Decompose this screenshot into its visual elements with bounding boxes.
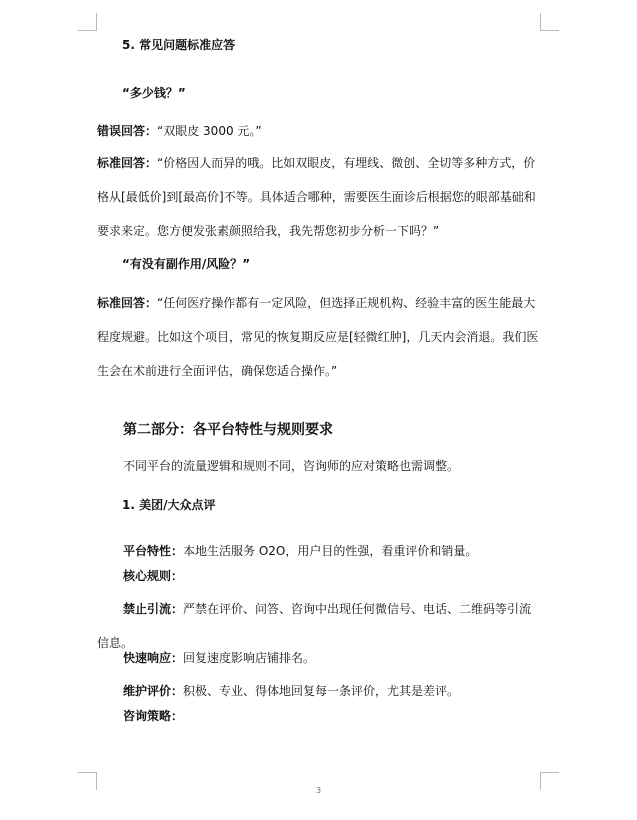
standard-answer-price	[97, 146, 542, 248]
crop-mark-top-left	[78, 13, 97, 31]
review-text: 积极、专业、得体地回复每一条评价，尤其是差评。	[183, 684, 460, 698]
platform-features-text: 本地生活服务 O2O，用户目的性强，看重评价和销量。	[183, 544, 478, 558]
review-label: 维护评价：	[123, 684, 184, 698]
no-redirect-text: 严禁在评价、问答、咨询中出现任何微信号、电话、二维码等引流信息。	[97, 602, 532, 650]
question-risk: “有没有副作用/风险？”	[122, 257, 251, 271]
question-price: “多少钱？”	[122, 86, 186, 100]
wrong-answer-text: “双眼皮 3000 元。”	[157, 124, 262, 138]
part-2-intro: 不同平台的流量逻辑和规则不同，咨询师的应对策略也需调整。	[123, 459, 460, 473]
platform-features-label: 平台特性：	[123, 544, 184, 558]
fast-response-text: 回复速度影响店铺排名。	[183, 651, 316, 665]
meituan-title: 1. 美团/大众点评	[122, 498, 216, 512]
platform-features	[123, 543, 568, 559]
part-2-title: 第二部分：各平台特性与规则要求	[123, 422, 333, 438]
page-number: 3	[315, 786, 322, 795]
wrong-answer	[97, 123, 542, 139]
crop-mark-top-right	[540, 13, 559, 31]
standard-answer-text: “价格因人而异的哦。比如双眼皮，有埋线、微创、全切等多种方式，价格从[最低价]到[最高价]不等。具体适合哪种，需要医生面诊后根据您的眼部基础和要求来定。您方便发张素颜照给我，我先帮您初步分析一下吗？”	[97, 156, 536, 238]
standard-answer-label: 标准回答：	[97, 156, 158, 170]
standard-answer-label: 标准回答：	[97, 296, 158, 310]
consult-strategy-label: 咨询策略：	[123, 709, 184, 723]
fast-response-rule	[123, 650, 568, 666]
core-rules-label: 核心规则：	[123, 569, 184, 583]
standard-answer-risk	[97, 286, 542, 388]
wrong-answer-label: 错误回答：	[97, 124, 158, 138]
review-rule	[123, 683, 568, 699]
fast-response-label: 快速响应：	[123, 651, 184, 665]
standard-answer-text: “任何医疗操作都有一定风险，但选择正规机构、经验丰富的医生能最大程度规避。比如这个项目，常见的恢复期反应是[轻微红肿]，几天内会消退。我们医生会在术前进行全面评估，确保您适合操作。”	[97, 296, 539, 378]
no-redirect-label: 禁止引流：	[123, 602, 184, 616]
section-5-title: 5. 常见问题标准应答	[122, 38, 236, 52]
